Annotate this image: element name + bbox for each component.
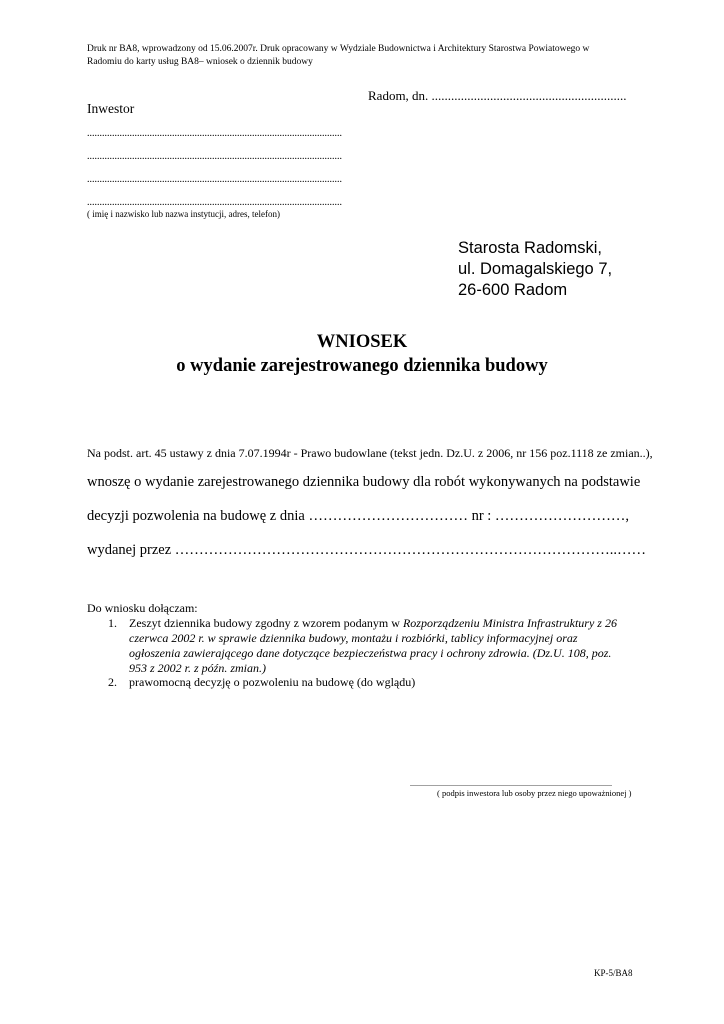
investor-dotted-line-3: ......................................................................................................	[87, 174, 342, 185]
request-line-1: wnoszę o wydanie zarejestrowanego dziennika budowy dla robót wykonywanych na podstawie	[87, 474, 641, 490]
addressee-line-2: ul. Domagalskiego 7,	[458, 260, 613, 278]
attachment-item-2	[108, 675, 668, 691]
addressee-line-3: 26-600 Radom	[458, 281, 568, 299]
attachment-item-1-regulation-1: Rozporządzeniu Ministra Infrastruktury z 26	[402, 616, 617, 630]
document-title: WNIOSEK	[316, 332, 408, 352]
legal-basis: Na podst. art. 45 ustawy z dnia 7.07.1994r - Prawo budowlane (tekst jedn. Dz.U. z 2006, nr 156 poz.1118 ze zmian..),	[87, 446, 653, 460]
investor-dotted-line-1: ......................................................................................................	[87, 128, 342, 139]
attachments-heading: Do wniosku dołączam:	[87, 601, 198, 615]
attachment-item-1-regulation-3: ogłoszenia zawierającego dane dotyczące bezpieczeństwa pracy i ochrony zdrowia. (Dz.U. 108, poz.	[129, 646, 612, 660]
document-subtitle: o wydanie zarejestrowanego dziennika budowy	[176, 356, 548, 376]
header-note-line-2: Radomiu do karty usług BA8– wniosek o dziennik budowy	[87, 57, 313, 67]
attachment-item-1-regulation-2: czerwca 2002 r. w sprawie dziennika budowy, montażu i rozbiórki, tablicy informacyjnej oraz	[129, 631, 578, 645]
investor-dotted-line-2: ......................................................................................................	[87, 151, 342, 162]
attachment-item-1-number: 1.	[108, 616, 117, 630]
attachment-item-1-regulation-4: 953 z 2002 r. z późn. zmian.)	[129, 661, 267, 675]
investor-caption: ( imię i nazwisko lub nazwa instytucji, adres, telefon)	[87, 209, 280, 219]
place-date: Radom, dn. ............................................................	[368, 88, 627, 103]
header-note-line-1: Druk nr BA8, wprowadzony od 15.06.2007r. Druk opracowany w Wydziale Budownictwa i Architektury Starostwa Powiatowego w	[87, 44, 590, 54]
signature-dotted-line: .....................................................................................................	[410, 779, 612, 788]
form-code: KP-5/BA8	[594, 968, 633, 978]
request-line-2: decyzji pozwolenia na budowę z dnia …………………………… nr : ………………………,	[87, 508, 630, 524]
investor-dotted-line-4: ......................................................................................................	[87, 197, 342, 208]
attachment-item-1-text: Zeszyt dziennika budowy zgodny z wzorem podanym w	[129, 616, 403, 630]
attachment-item-1	[108, 616, 668, 676]
attachment-item-2-text: prawomocną decyzję o pozwoleniu na budowę (do wglądu)	[129, 675, 416, 689]
attachment-item-2-number: 2.	[108, 675, 117, 689]
addressee-line-1: Starosta Radomski,	[458, 239, 602, 257]
request-line-3: wydanej przez ………………………………………………………………………………..……	[87, 542, 647, 558]
investor-label: Inwestor	[87, 101, 135, 116]
signature-caption: ( podpis inwestora lub osoby przez niego upoważnionej )	[437, 788, 632, 798]
